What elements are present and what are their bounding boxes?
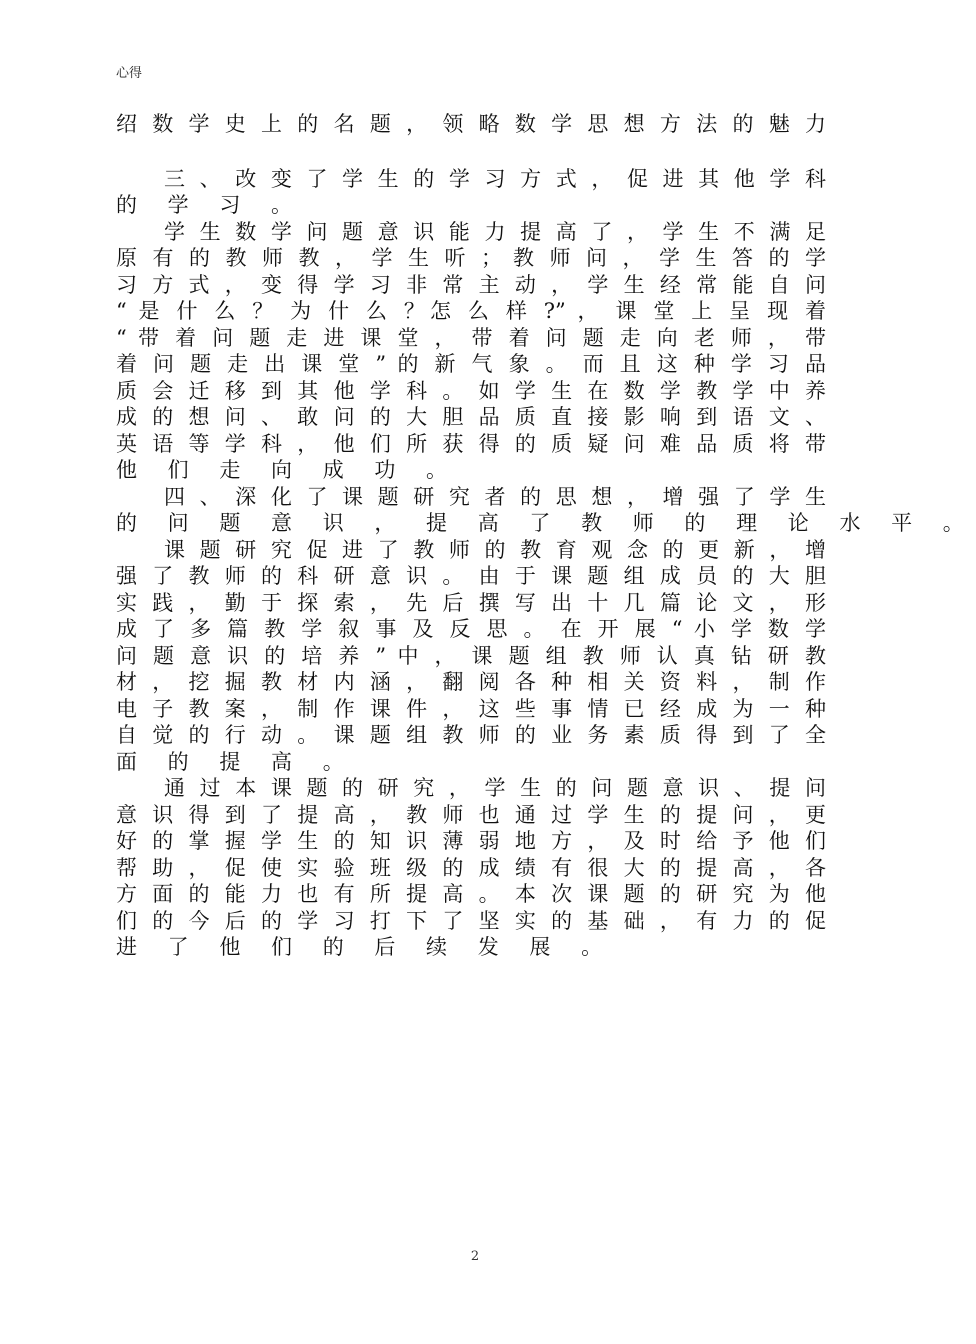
text-line: 着 问 题 走 出 课 堂 ” 的 新 气 象 。 而 且 这 种 学 习 品 [116, 352, 826, 376]
text-line: 们 的 今 后 的 学 习 打 下 了 坚 实 的 基 础 ， 有 力 的 促 [116, 908, 826, 933]
section-heading-4: 四 、 深 化 了 课 题 研 究 者 的 思 想 ， 增 强 了 学 生 [164, 484, 826, 509]
text-line: 问 题 意 识 的 培 养 ” 中 ， 课 题 组 教 师 认 真 钻 研 教 [116, 643, 826, 668]
text-line: 的 问 题 意 识 ， 提 高 了 教 师 的 理 论 水 平 。 [116, 511, 976, 535]
body-text [116, 111, 976, 961]
text-line: 强 了 教 师 的 科 研 意 识 。 由 于 课 题 组 成 员 的 大 胆 [116, 564, 826, 588]
text-line: 原 有 的 教 师 教 ， 学 生 听 ； 教 师 问 ， 学 生 答 的 学 [116, 246, 826, 270]
page-header: 心得 [116, 66, 143, 81]
text-line: 质 会 迁 移 到 其 他 学 科 。 如 学 生 在 数 学 教 学 中 养 [116, 378, 826, 403]
section-heading-3: 三 、 改 变 了 学 生 的 学 习 方 式 ， 促 进 其 他 学 科 [164, 166, 826, 191]
text-line: 的 学 习 。 [116, 193, 305, 217]
text-line: 好 的 掌 握 学 生 的 知 识 薄 弱 地 方 ， 及 时 给 予 他 们 [116, 829, 826, 853]
text-line: 帮 助 ， 促 使 实 验 班 级 的 成 绩 有 很 大 的 提 高 ， 各 [116, 855, 826, 880]
text-line: 他 们 走 向 成 功 。 [116, 458, 460, 482]
text-line: 意 识 得 到 了 提 高 ， 教 师 也 通 过 学 生 的 提 问 ， 更 [116, 802, 826, 827]
paragraph-start: 课 题 研 究 促 进 了 教 师 的 教 育 观 念 的 更 新 ， 增 [164, 537, 826, 562]
text-line: 英 语 等 学 科 ， 他 们 所 获 得 的 质 疑 问 难 品 质 将 带 [116, 431, 826, 456]
text-line: 进 了 他 们 的 后 续 发 展 。 [116, 935, 615, 959]
paragraph-gap [116, 138, 826, 166]
paragraph-start: 学 生 数 学 问 题 意 识 能 力 提 高 了 ， 学 生 不 满 足 [164, 219, 826, 244]
text-line: 成 了 多 篇 教 学 叙 事 及 反 思 。 在 开 展 “ 小 学 数 学 [116, 617, 826, 641]
text-line: 成 的 想 问 、 敢 问 的 大 胆 品 质 直 接 影 响 到 语 文 、 [116, 405, 826, 429]
paragraph-start: 通 过 本 课 题 的 研 究 ， 学 生 的 问 题 意 识 、 提 问 [164, 776, 826, 800]
text-line: 材 ， 挖 掘 教 材 内 涵 ， 翻 阅 各 种 相 关 资 料 ， 制 作 [116, 670, 826, 694]
page-number: 2 [470, 1249, 480, 1264]
text-line: 习 方 式 ， 变 得 学 习 非 常 主 动 ， 学 生 经 常 能 自 问 [116, 272, 826, 297]
text-line: 电 子 教 案 ， 制 作 课 件 ， 这 些 事 情 已 经 成 为 一 种 [116, 696, 826, 721]
text-line: 实 践 ， 勤 于 探 索 ， 先 后 撰 写 出 十 几 篇 论 文 ， 形 [116, 590, 826, 615]
text-line: “ 带 着 问 题 走 进 课 堂 ， 带 着 问 题 走 向 老 师 ， 带 [116, 325, 826, 350]
text-line: 绍 数 学 史 上 的 名 题 ， 领 略 数 学 思 想 方 法 的 魅 力 [116, 112, 826, 136]
text-line: 面 的 提 高 。 [116, 749, 356, 774]
text-line: 自 觉 的 行 动 。 课 题 组 教 师 的 业 务 素 质 得 到 了 全 [116, 723, 826, 747]
text-line: “ 是 什 么 ？ 为 什 么 ？怎 么 样 ?” ， 课 堂 上 呈 现 着 [116, 299, 826, 323]
text-line: 方 面 的 能 力 也 有 所 提 高 。 本 次 课 题 的 研 究 为 他 [116, 882, 826, 906]
